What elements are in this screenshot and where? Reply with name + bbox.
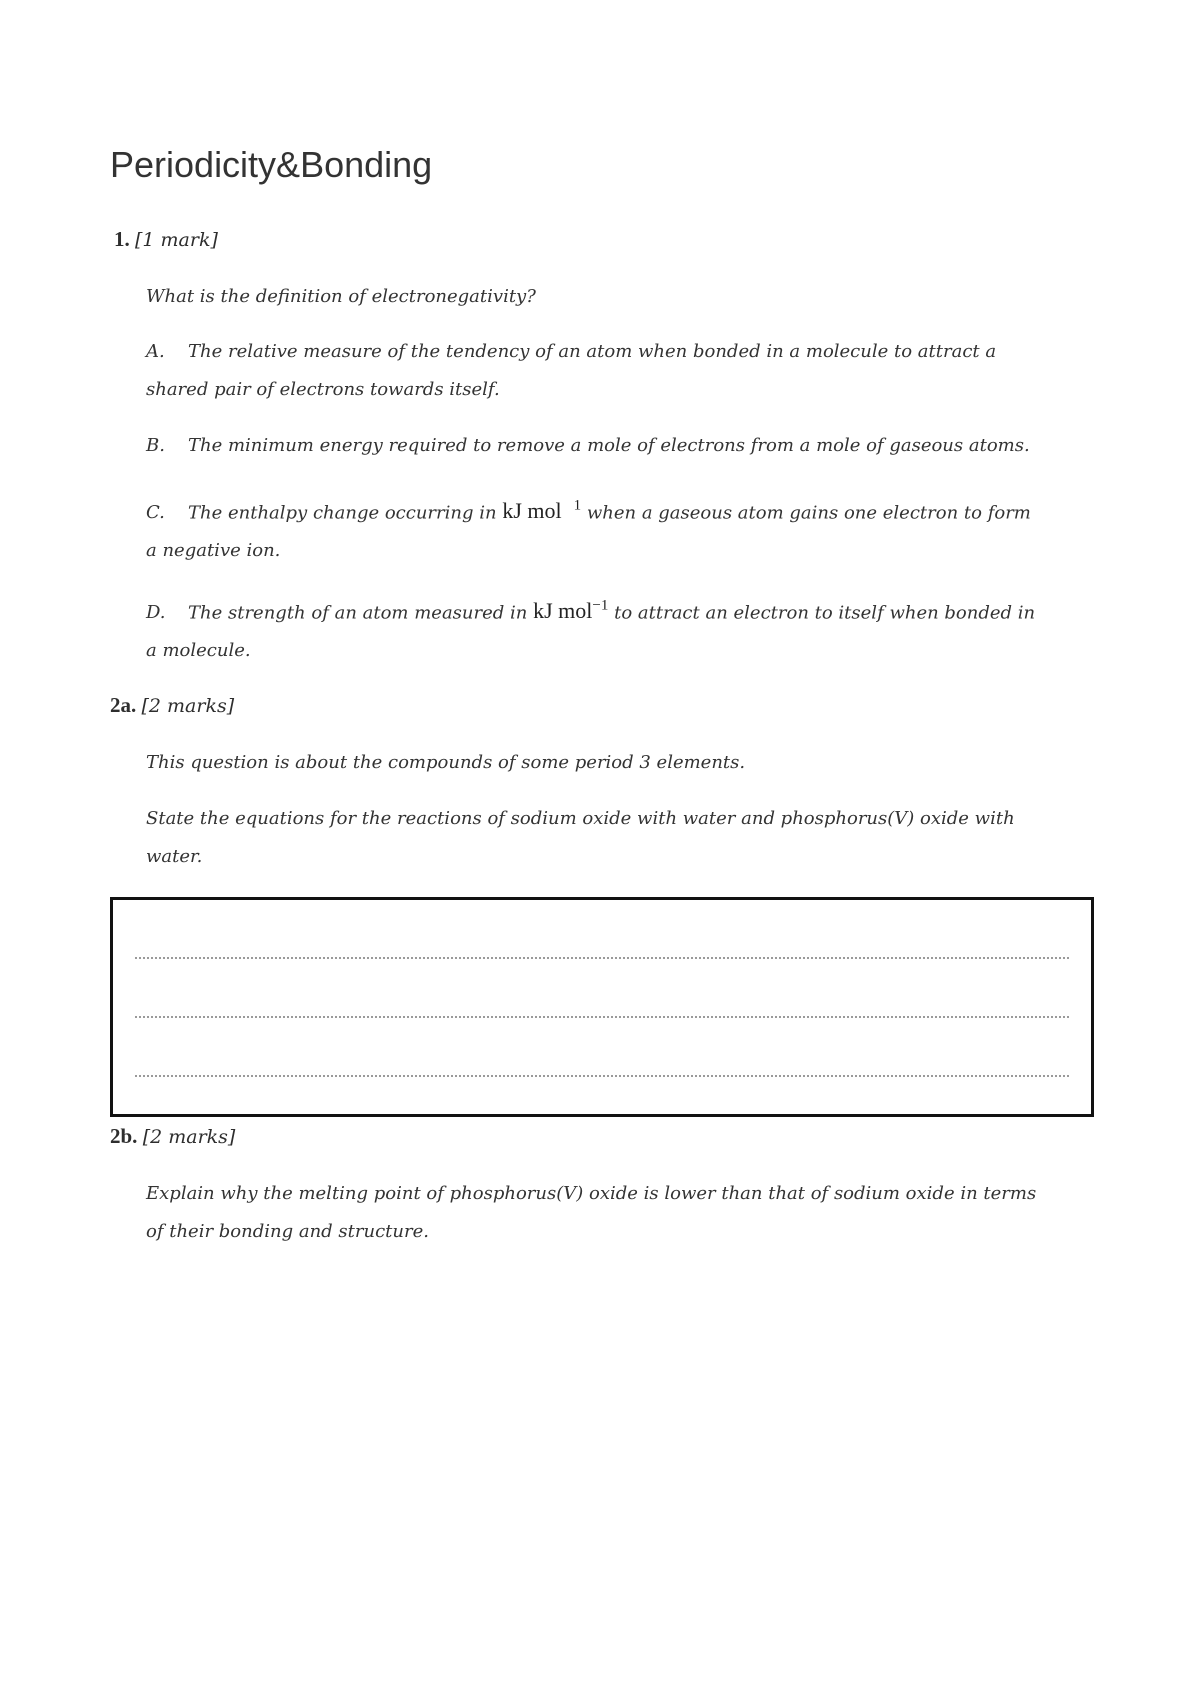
unit-text: kJ mol <box>502 498 562 524</box>
question-2a-intro: This question is about the compounds of some period 3 elements. <box>146 752 746 773</box>
question-marks: [2 marks] <box>141 695 235 717</box>
option-letter: C. <box>146 502 165 524</box>
unit-exponent: 1 <box>573 498 582 514</box>
option-d <box>146 587 1066 670</box>
option-letter: A. <box>146 341 165 362</box>
option-text: The enthalpy change occurring in <box>188 502 497 524</box>
option-text: The strength of an atom measured in <box>188 602 528 624</box>
question-number: 1. <box>114 227 130 251</box>
question-number: 2a. <box>110 693 137 717</box>
unit-kj-per-mol <box>502 498 581 523</box>
answer-line[interactable] <box>135 1075 1069 1077</box>
prompt-line-continued: of their bonding and structure. <box>146 1221 429 1242</box>
question-1-prompt: What is the definition of electronegativity? <box>146 286 536 307</box>
question-2a-header <box>110 692 234 719</box>
option-text-after-unit: to attract an electron to itself when bonded in <box>614 602 1036 624</box>
option-letter: B. <box>146 435 165 456</box>
option-text-continued: shared pair of electrons towards itself. <box>146 379 500 400</box>
option-c <box>146 487 1066 570</box>
unit-exponent: −1 <box>592 598 609 614</box>
question-marks: [1 mark] <box>135 229 218 251</box>
answer-line[interactable] <box>135 957 1069 959</box>
question-1-header <box>114 226 218 253</box>
option-text-continued: a molecule. <box>146 640 251 662</box>
answer-box[interactable] <box>110 897 1094 1117</box>
question-2b-header <box>110 1123 235 1150</box>
unit-kj-per-mol <box>533 598 608 623</box>
option-text: The relative measure of the tendency of an atom when bonded in a molecule to attract a <box>188 341 997 362</box>
question-2a-prompt <box>146 800 1066 876</box>
question-marks: [2 marks] <box>142 1126 236 1148</box>
option-b <box>146 427 1066 465</box>
prompt-line: State the equations for the reactions of sodium oxide with water and phosphorus(V) oxide with <box>146 808 1015 829</box>
unit-text: kJ mol <box>533 598 593 624</box>
question-2b-prompt <box>146 1175 1066 1251</box>
page-title: Periodicity&Bonding <box>110 144 433 185</box>
answer-line[interactable] <box>135 1016 1069 1018</box>
option-a <box>146 333 1066 409</box>
option-letter: D. <box>146 602 166 624</box>
option-text: The minimum energy required to remove a mole of electrons from a mole of gaseous atoms. <box>188 435 1030 456</box>
option-text-after-unit: when a gaseous atom gains one electron to form <box>586 502 1031 524</box>
option-text-continued: a negative ion. <box>146 540 281 562</box>
question-number: 2b. <box>110 1124 138 1148</box>
prompt-line-continued: water. <box>146 846 203 867</box>
prompt-line: Explain why the melting point of phosphorus(V) oxide is lower than that of sodium oxide in terms <box>146 1183 1037 1204</box>
